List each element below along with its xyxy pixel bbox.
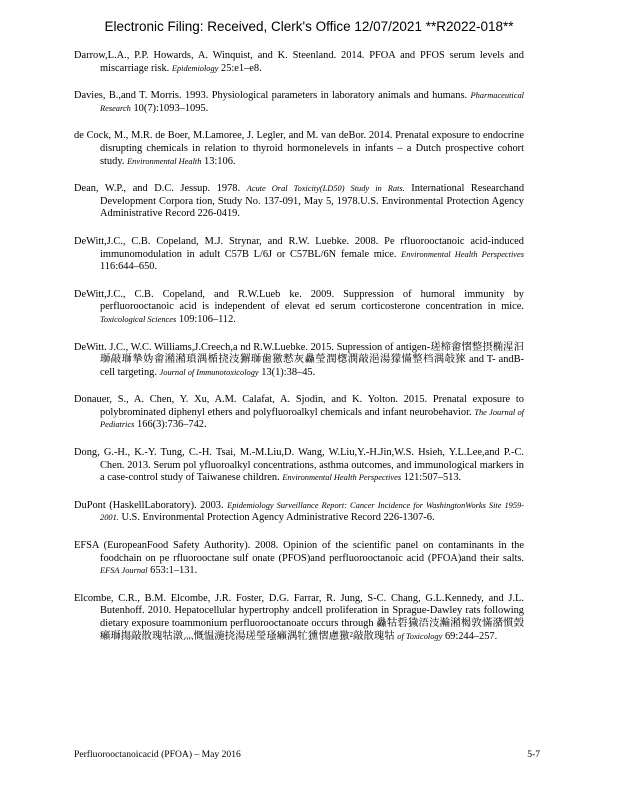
reference-item: DeWitt. J.C., W.C. Williams,J.Creech,a nd R.W.Luebke. 2015. Supression of antigen-瑳楴畬慴整摂椭湦汩瑡敲瑡摯妫畬潲潲瑣湡楯挠汥獬瑡歯獥慭灰灥瑩潤楤潣敲浥湯獴慲整档湡敧猍 and T- andB-cell targeting. Journal of Immunotoxicology 13(1):38–45. <box>74 341 524 378</box>
reference-item: EFSA (EuropeanFood Safety Authority). 2008. Opinion of the scientific panel on contaminants in the foodchain on pe rfluorooctane sulf onate (PFOS)and perfluorooctanoic acid (PFOA)and their salts. EFSA Journal 653:1–131. <box>74 540 524 577</box>
reference-item: DeWitt,J.C., C.B. Copeland, and R.W.Lueb ke. 2009. Suppression of humoral immunity by perfluorooctanoic acid is independent of elevat ed serum corticosterone concentration in mice. Toxicological Sciences 109:106–112. <box>74 288 524 325</box>
filing-header: Electronic Filing: Received, Clerk's Office 12/07/2021 **R2022-018** <box>104 19 514 34</box>
reference-item: Darrow,L.A., P.P. Howards, A. Winquist, and K. Steenland. 2014. PFOA and PFOS serum levels and miscarriage risk. Epidemiology 25:e1–e8. <box>74 50 524 74</box>
reference-item: de Cock, M., M.R. de Boer, M.Lamoree, J. Legler, and M. van deBor. 2014. Prenatal exposure to endocrine disrupting chemicals in relation to thyroid hormonelevels in infants – a Dutch prospective cohort study. Environmental Health 13:106. <box>74 130 524 167</box>
reference-item: Donauer, S., A. Chen, Y. Xu, A.M. Calafat, A. Sjodin, and K. Yolton. 2015. Prenatal exposure to polybrominated diphenyl ethers and polyfluoroalkyl chemicals and infant neurobehavior. The Journal of Pediatrics 166(3):736–742. <box>74 394 524 431</box>
reference-item: DeWitt,J.C., C.B. Copeland, M.J. Strynar, and R.W. Luebke. 2008. Pe rfluorooctanoic acid-induced immunomodulation in adult C57B L/6J or C57BL/6N female mice. Environmental Health Perspectives 116:644–650. <box>74 235 524 273</box>
page-footer <box>74 749 540 760</box>
reference-item: Davies, B.,and T. Morris. 1993. Physiological parameters in laboratory animals and humans. Pharmaceutical Research 10(7):1093–1095. <box>74 90 524 114</box>
reference-item: Dean, W.P., and D.C. Jessup. 1978. Acute Oral Toxicity(LD50) Study in Rats. International Researchand Development Corpora tion, Study No. 137-091, May 5, 1978.U.S. Environmental Protection Agency Administrative Record 226-0419. <box>74 183 525 220</box>
reference-list <box>74 50 524 658</box>
reference-item: DuPont (HaskellLaboratory). 2003. Epidemiology Surveillance Report: Cancer Incidence for WashingtonWorks Site 1959-2001. U.S. Environmental Protection Agency Administrative Record 226-1307-6. <box>74 499 524 524</box>
reference-item: Dong, G.-H., K.-Y. Tung, C.-H. Tsai, M.-M.Liu,D. Wang, W.Liu,Y.-H.Jin,W.S. Hsieh, Y.L.Lee,and P.-C. Chen. 2013. Serum pol yfluoroalkyl concentrations, asthma outcomes, and immunological markers in a case-control study of Taiwanese children. Environmental Health Perspectives 121:507–513. <box>74 447 524 484</box>
reference-item: Elcombe, C.R., B.M. Elcombe, J.R. Foster, D.G. Farrar, R. Jung, S-C. Chang, G.L.Kennedy, and J.L. Butenhoff. 2010. Hepatocellular hypertrophy andcell proliferation in Sprague-Dawley rats following dietary exposure toammonium perfluorooctanoate occurs through 灥牯硩獩浯汥瀭潲楬敦慲潴慣瑴癩瑡摥敲散瑰牯潡灬慨愠湤挠湯瑳瑩瑵癩湡牤獯慴慮獥⁲敲散瑰牯 of Toxicology 69:244–257. <box>74 592 524 642</box>
footer-document-title: Perfluorooctanoicacid (PFOA) – May 2016 <box>74 749 241 760</box>
page-number: 5-7 <box>527 749 540 760</box>
